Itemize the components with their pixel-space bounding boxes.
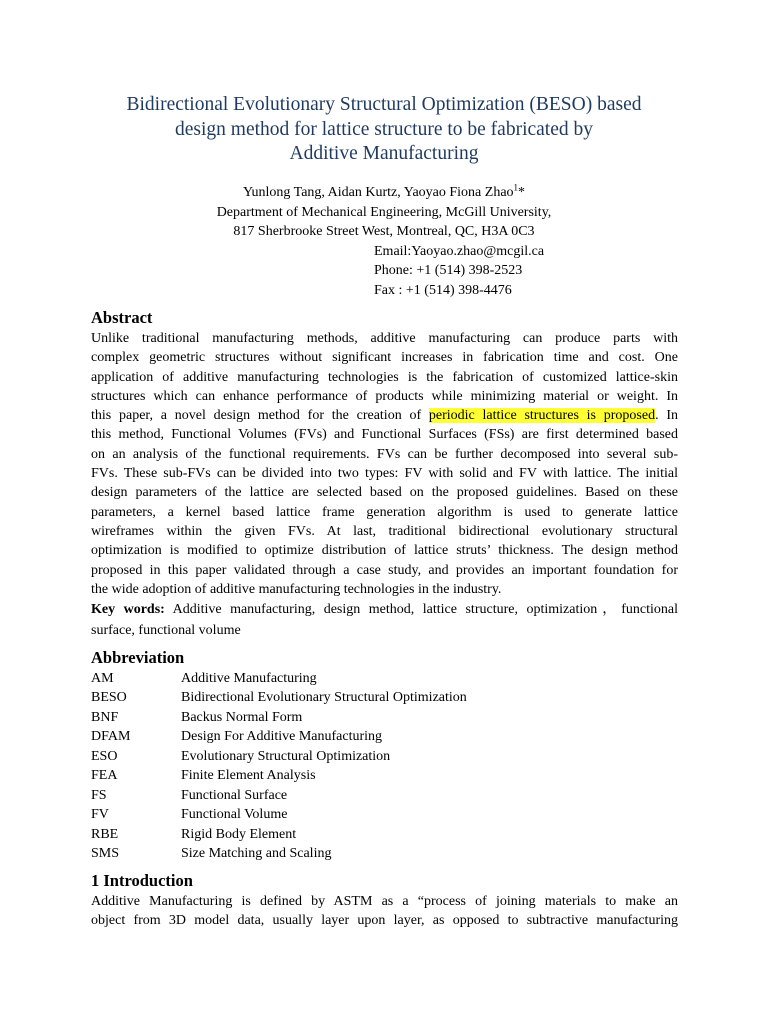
- abbreviation-list: [91, 669, 467, 863]
- abstract-line: Unlike traditional manufacturing methods, additive manufacturing can produce parts with: [91, 331, 678, 346]
- abstract-line: this method, Functional Volumes (FVs) and Functional Surfaces (FSs) are first determined based: [91, 427, 678, 443]
- title-line-3: Additive Manufacturing: [289, 143, 479, 164]
- abbreviation-heading: Abbreviation: [91, 648, 185, 667]
- affiliation-marker: 1: [513, 182, 519, 193]
- paper-title: [60, 93, 708, 167]
- abbreviation-row: ESO Evolutionary Structural Optimization: [91, 748, 391, 764]
- abstract-line: application of additive manufacturing technologies is the fabrication of customized lattice-skin: [91, 369, 678, 385]
- abbreviation-row: SMS Size Matching and Scaling: [91, 845, 332, 861]
- abstract-line: proposed in this paper validated through a case study, and provides an important foundation for: [91, 562, 678, 578]
- abbreviation-row: AM Additive Manufacturing: [91, 671, 317, 686]
- address: 817 Sherbrooke Street West, Montreal, QC, H3A 0C3: [233, 224, 535, 239]
- title-line-2: design method for lattice structure to be fabricated by: [174, 118, 593, 140]
- keywords-label: Key words:: [91, 602, 165, 617]
- abstract-body: [91, 329, 678, 599]
- abbreviation-row: DFAM Design For Additive Manufacturing: [91, 729, 383, 745]
- phone: Phone: +1 (514) 398-2523: [374, 263, 523, 278]
- abbreviation-row: BESO Bidirectional Evolutionary Structural Optimization: [91, 690, 467, 706]
- abstract-line: FVs. These sub-FVs can be divided into two types: FV with solid and FV with lattice. The initial: [91, 466, 678, 482]
- abstract-line: structures which can enhance performance of products while minimizing material or weight. In: [91, 388, 678, 404]
- introduction-body: [91, 892, 678, 931]
- abbreviation-row: FEA Finite Element Analysis: [91, 768, 316, 784]
- keywords-line: surface, functional volume: [91, 622, 241, 638]
- title-line-1: Bidirectional Evolutionary Structural Optimization (BESO) based: [126, 94, 642, 115]
- abstract-line: on an analysis of the functional requirements. FVs can be further decomposed into several sub-: [91, 446, 678, 462]
- abstract-line: parameters, a kernel based lattice frame generation algorithm is used to generate lattice: [91, 504, 678, 520]
- introduction-heading: 1 Introduction: [91, 871, 193, 890]
- abbreviation-row: BNF Backus Normal Form: [91, 709, 303, 725]
- abstract-line: complex geometric structures without significant increases in fabrication time and cost. One: [91, 350, 678, 366]
- fax: Fax : +1 (514) 398-4476: [374, 282, 512, 298]
- author-block: [60, 183, 708, 300]
- abbreviation-row: FS Functional Surface: [91, 787, 288, 803]
- introduction-line: object from 3D model data, usually layer upon layer, as opposed to subtractive manufacturing: [91, 913, 678, 929]
- abstract-heading: Abstract: [91, 308, 153, 327]
- abbreviation-row: RBE Rigid Body Element: [91, 826, 297, 842]
- keywords: [91, 600, 678, 640]
- email: Email:Yaoyao.zhao@mcgil.ca: [374, 243, 545, 259]
- highlighted-text: periodic lattice structures is proposed: [428, 408, 656, 424]
- department: Department of Mechanical Engineering, McGill University,: [216, 204, 552, 220]
- author-names: Yunlong Tang, Aidan Kurtz, Yaoyao Fiona Zhao$^1$*: [242, 182, 526, 200]
- abbreviation-row: FV Functional Volume: [91, 807, 288, 823]
- abstract-line: design parameters of the lattice are selected based on the proposed guidelines. Based on these: [91, 485, 678, 501]
- abstract-line: wireframes within the given FVs. At last, traditional bidirectional evolutionary structural: [91, 523, 678, 539]
- abstract-line: this paper, a novel design method for the creation of periodic lattice structures is proposed. In: [91, 408, 678, 424]
- abstract-line: optimization is modified to optimize distribution of lattice struts’ thickness. The design method: [91, 543, 678, 559]
- corresponding-marker: *: [518, 185, 526, 200]
- keywords-line: Key words: Additive manufacturing, design method, lattice structure, optimization，functional: [91, 602, 679, 617]
- abstract-line: the wide adoption of additive manufacturing technologies in the industry.: [91, 581, 502, 597]
- introduction-line: Additive Manufacturing is defined by ASTM as a “process of joining materials to make an: [91, 894, 678, 909]
